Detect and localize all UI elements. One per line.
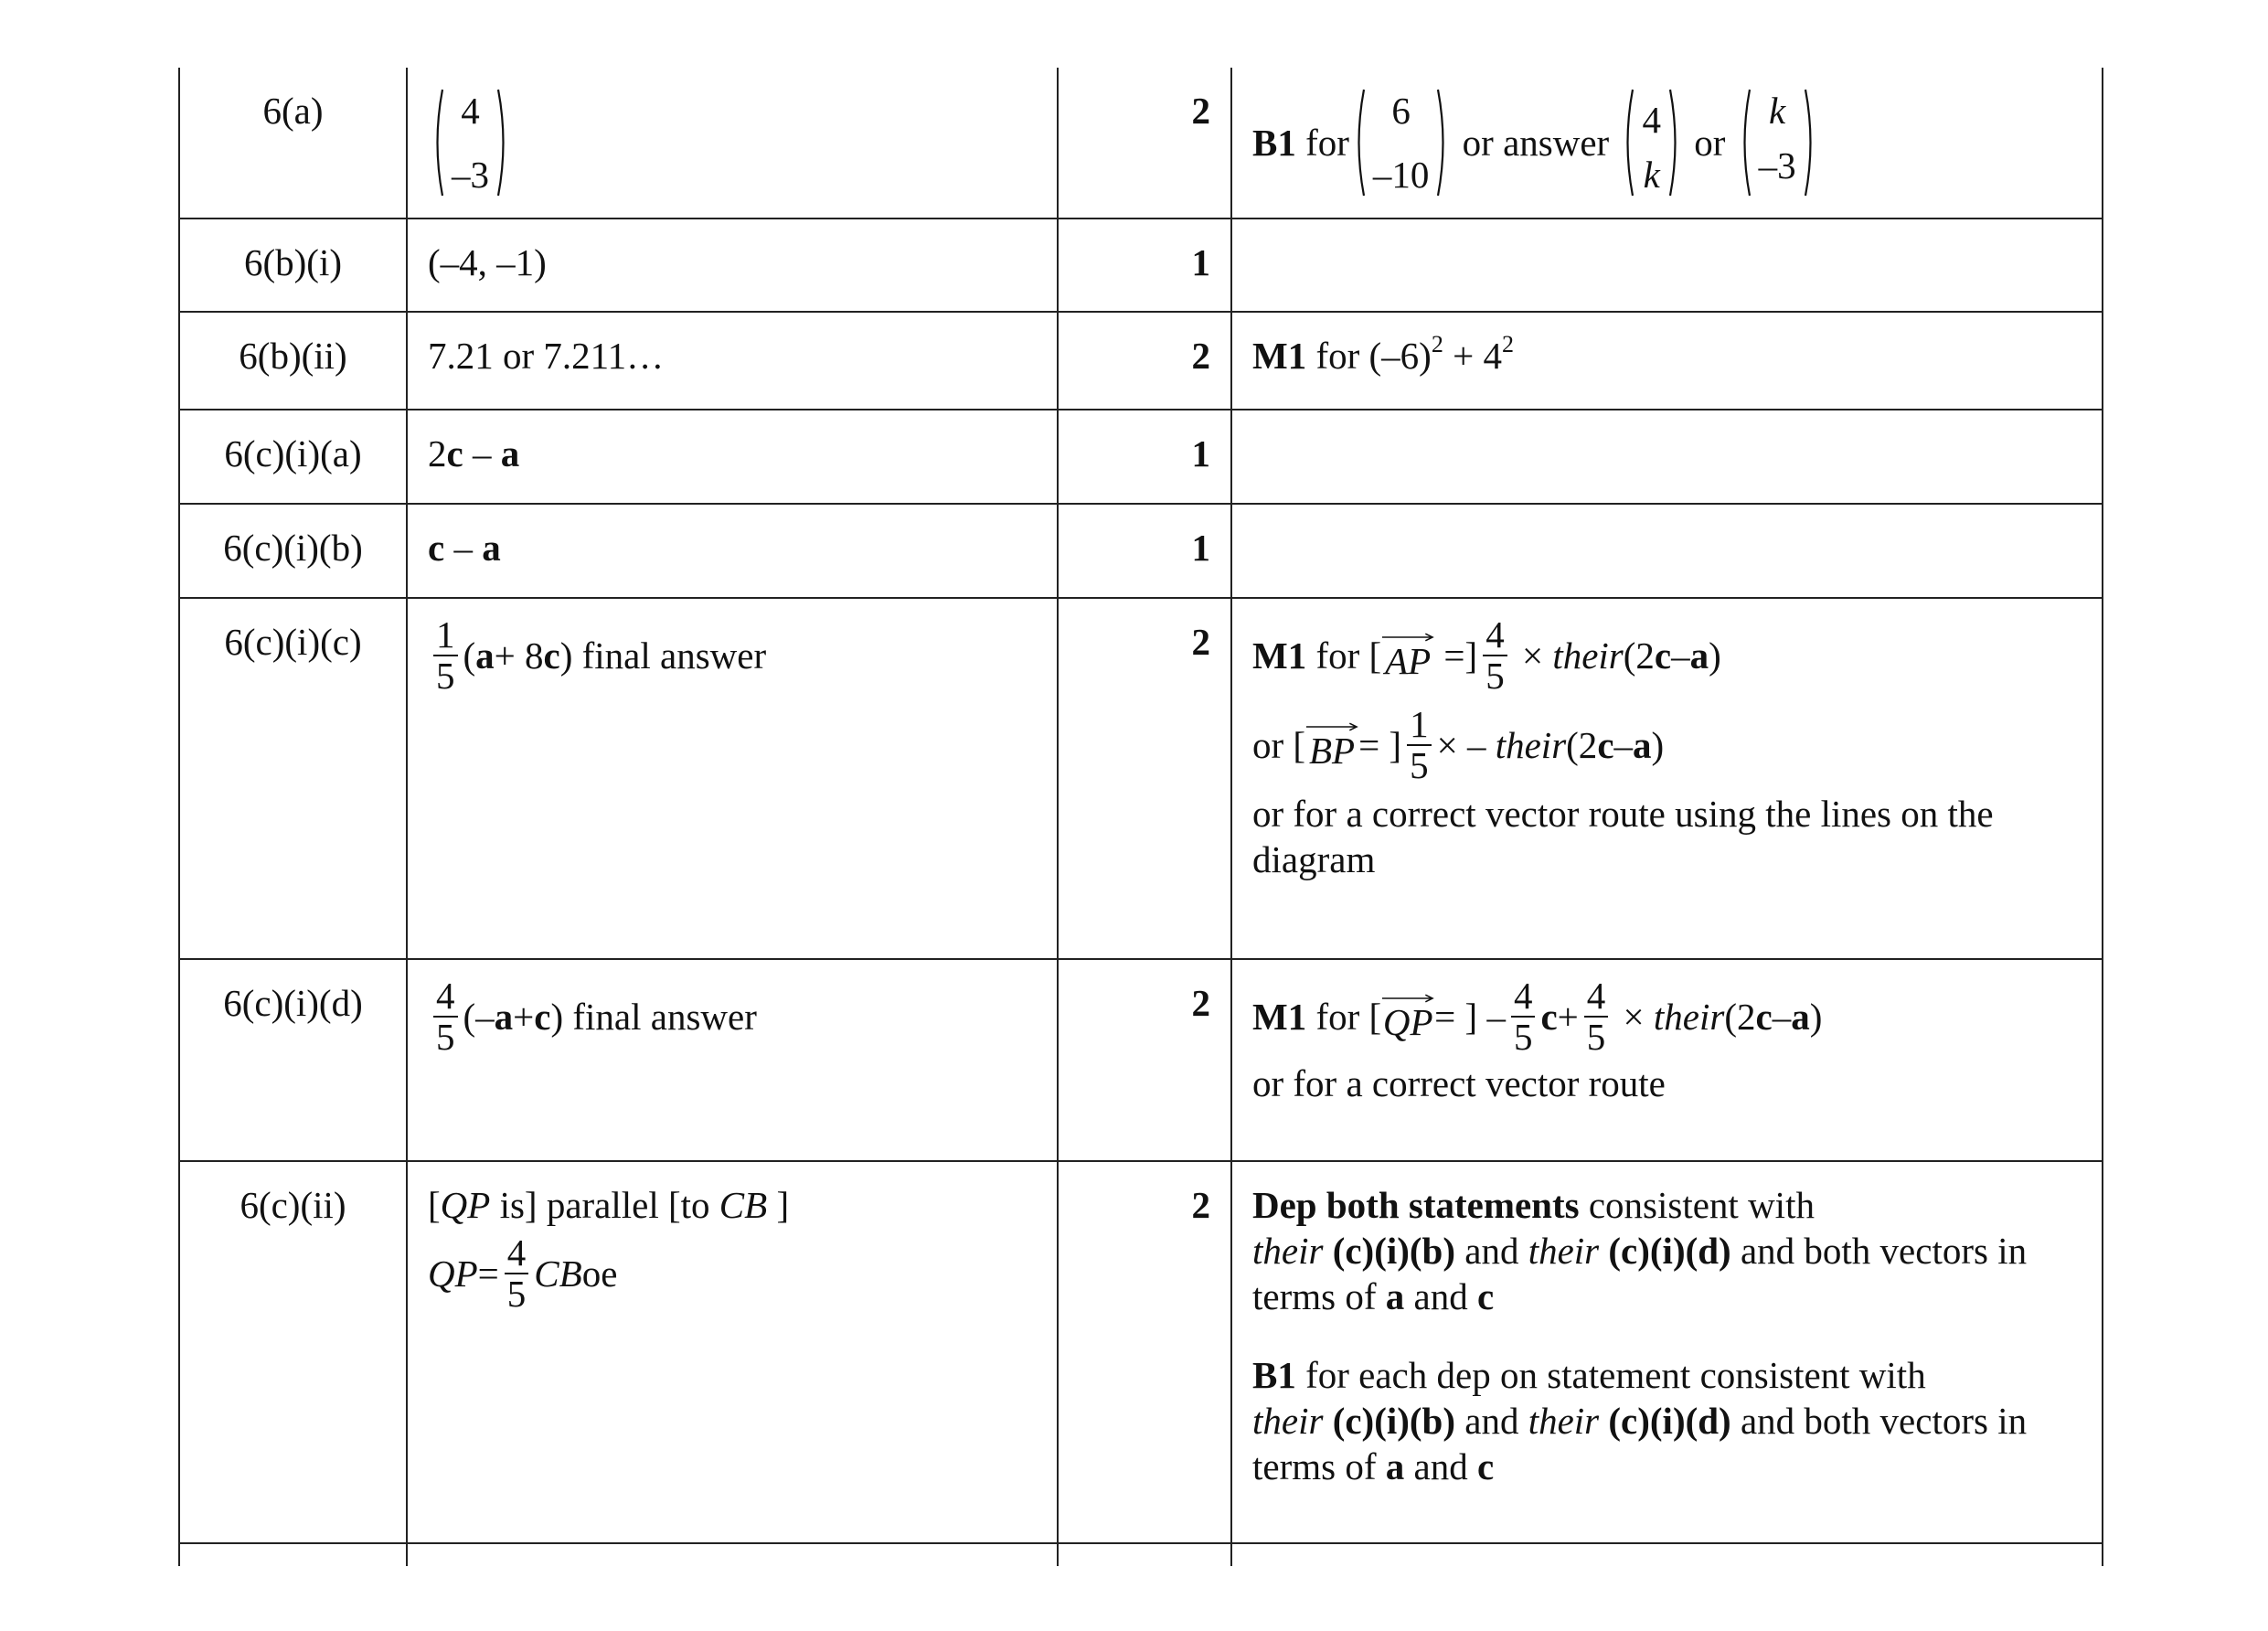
marks-cell: 2: [1058, 959, 1231, 1161]
question-cell: 6(c)(i)(c): [179, 598, 407, 959]
vector-bp: BP: [1305, 721, 1358, 770]
fraction: $\frac{1}{5}$: [1407, 705, 1432, 785]
table-row: [179, 598, 2103, 959]
fraction: $\frac{4}{5}$: [433, 976, 458, 1057]
table-row: [179, 68, 2103, 219]
answer-cell: [QP is] parallel [to CB ] QP = $\frac{4}{5}$ CB oe: [407, 1161, 1058, 1543]
vector-ap: AP: [1381, 632, 1434, 680]
marks-cell: 1: [1058, 410, 1231, 504]
answer-cell: [407, 68, 1058, 219]
answer-cell: $\frac{4}{5}$ (– a + c ) final answer: [407, 959, 1058, 1161]
answer-cell: $\frac{1}{5}$ ( a + 8 c ) final answer: [407, 598, 1058, 959]
notes-cell: [1231, 1161, 2103, 1543]
question-cell: 6(c)(i)(a): [179, 410, 407, 504]
table-row: [179, 504, 2103, 598]
mark-code: M1: [1252, 335, 1307, 377]
fraction: $\frac{4}{5}$: [1511, 976, 1536, 1057]
question-cell: 6(b)(ii): [179, 312, 407, 410]
notes-cell: B1 for 6 –10 or answer 4 k or k –3: [1231, 68, 2103, 219]
table-row: [179, 959, 2103, 1161]
notes-vector-3: k –3: [1739, 88, 1816, 197]
notes-cell: M1 for [ AP =] $\frac{4}{5}$ × their (2 c – a ) or [ BP = ] $\frac{1}{5}$ × – their (2 c – a ) or for a correct vector route using the lines on the diagram: [1231, 598, 2103, 959]
mark-code: B1: [1252, 121, 1296, 164]
notes-cell: [1231, 504, 2103, 598]
notes-vector-2: 4 k: [1622, 88, 1681, 197]
mark-code: M1: [1252, 634, 1307, 677]
answer-cell: 2c – a: [407, 410, 1058, 504]
notes-cell: M1 for $(-6)^2 + 4^2$: [1231, 312, 2103, 410]
question-cell: 6(c)(i)(d): [179, 959, 407, 1161]
marks-cell: 1: [1058, 219, 1231, 312]
table-row: [179, 219, 2103, 312]
marks-cell: 2: [1058, 312, 1231, 410]
mark-code: M1: [1252, 996, 1307, 1039]
table-row: [179, 312, 2103, 410]
note-paragraph: Dep both statements consistent with their (c)(i)(b) and their (c)(i)(d) and both vectors in terms of a and c: [1252, 1184, 2028, 1318]
table-row-continuation: [179, 1543, 2103, 1566]
question-cell: 6(a): [179, 68, 407, 219]
question-cell: 6(c)(i)(b): [179, 504, 407, 598]
vector-qp: QP: [1381, 993, 1434, 1041]
notes-vector-1: 6 –10: [1353, 79, 1450, 207]
notes-cell: [1231, 410, 2103, 504]
notes-cell: [1231, 219, 2103, 312]
question-cell: 6(b)(i): [179, 219, 407, 312]
table-row: [179, 1161, 2103, 1543]
table-row: [179, 410, 2103, 504]
fraction: $\frac{4}{5}$: [1483, 615, 1507, 696]
mark-scheme-table: [178, 68, 2103, 1566]
answer-cell: (–4, –1): [407, 219, 1058, 312]
note-paragraph: B1 for each dep on statement consistent with their (c)(i)(b) and their (c)(i)(d) and both vectors in terms of a and c: [1252, 1354, 2028, 1488]
marks-cell: 1: [1058, 504, 1231, 598]
answer-cell: 7.21 or 7.211…: [407, 312, 1058, 410]
question-cell: 6(c)(ii): [179, 1161, 407, 1543]
answer-cell: c – a: [407, 504, 1058, 598]
marks-cell: 2: [1058, 68, 1231, 219]
notes-cell: M1 for [ QP = ] – $\frac{4}{5}$ c + $\frac{4}{5}$ × their (2 c – a ) or for a correct vector route: [1231, 959, 2103, 1161]
answer-vector: 4 –3: [431, 79, 509, 207]
fraction: $\frac{4}{5}$: [1584, 976, 1609, 1057]
marks-cell: 2: [1058, 598, 1231, 959]
fraction: $\frac{4}{5}$: [505, 1233, 529, 1314]
marks-cell: 2: [1058, 1161, 1231, 1543]
fraction: $\frac{1}{5}$: [433, 615, 458, 696]
